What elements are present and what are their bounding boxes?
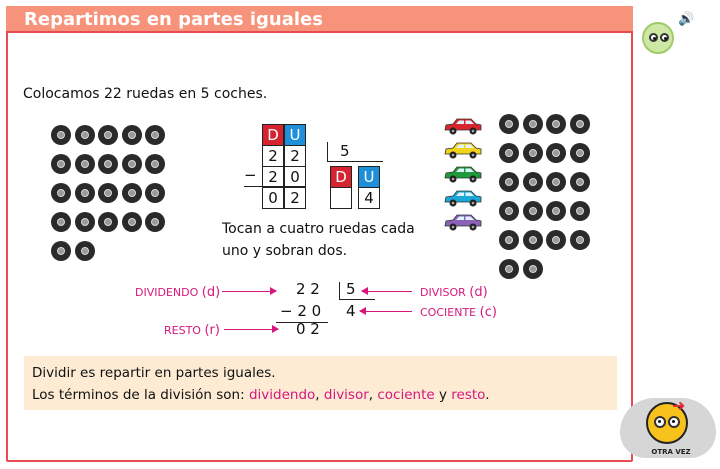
scheme-remainder: 0 2 [296, 320, 320, 338]
wheel-icon [145, 125, 165, 145]
quotient-tens-header: D [330, 166, 352, 188]
wheel-icon [98, 154, 118, 174]
eye-icon [654, 416, 666, 428]
redo-arrow-icon: ➜ [672, 396, 686, 415]
quotient-tens [330, 187, 352, 209]
wheel-icon [499, 230, 519, 250]
wheel-icon [499, 143, 519, 163]
wheel-icon [98, 212, 118, 232]
eye-icon [660, 33, 669, 42]
subtrahend-units: 0 [284, 166, 306, 188]
explanation-note [222, 218, 422, 262]
division-bracket-vertical [327, 142, 328, 162]
quotient-units-header: U [358, 166, 380, 188]
header-bar [6, 6, 633, 33]
wheel-icon [145, 154, 165, 174]
rest-label: RESTO (r) [164, 323, 220, 338]
wheel-icon [523, 172, 543, 192]
dividend-label: DIVIDENDO (d) [135, 285, 221, 300]
eye-icon [668, 416, 680, 428]
intro-text: Colocamos 22 ruedas en 5 coches. [23, 86, 268, 102]
wheel-icon [51, 183, 71, 203]
wheel-icon [51, 212, 71, 232]
scheme-subtrahend: − 2 0 [280, 302, 322, 320]
term-divisor: divisor [323, 387, 369, 403]
car-icon [443, 116, 483, 136]
wheel-icon [98, 125, 118, 145]
remainder-units: 2 [284, 187, 306, 209]
wheel-icon [523, 143, 543, 163]
term-cociente: cociente [377, 387, 435, 403]
subtrahend-tens: 2 [262, 166, 284, 188]
car-icon [443, 188, 483, 208]
wheel-icon [51, 125, 71, 145]
scheme-divisor: 5 [346, 280, 356, 298]
quotient-arrow [360, 311, 412, 312]
wheel-icon [51, 241, 71, 261]
wheel-icon [75, 125, 95, 145]
car-icon [443, 212, 483, 232]
units-header: U [284, 124, 306, 146]
wheel-icon [51, 154, 71, 174]
rest-arrow [224, 329, 278, 330]
car-icon [443, 140, 483, 160]
summary-line-1: Dividir es repartir en partes iguales. [32, 365, 276, 381]
division-bracket-horizontal [327, 161, 383, 162]
scheme-dividend: 2 2 [296, 280, 320, 298]
wheel-icon [145, 183, 165, 203]
wheel-icon [75, 183, 95, 203]
scheme-quotient: 4 [346, 302, 356, 320]
wheel-icon [499, 259, 519, 279]
wheel-icon [546, 172, 566, 192]
divisor-value: 5 [340, 142, 350, 160]
quotient-units: 4 [358, 187, 380, 209]
quotient-label: COCIENTE (c) [420, 305, 497, 320]
remainder-tens: 0 [262, 187, 284, 209]
wheel-icon [523, 114, 543, 134]
wheel-icon [122, 183, 142, 203]
wheel-icon [546, 114, 566, 134]
dividend-tens: 2 [262, 145, 284, 167]
wheel-icon [546, 143, 566, 163]
green-mascot-icon[interactable] [642, 22, 674, 54]
tens-header: D [262, 124, 284, 146]
summary-line-2: Los términos de la división son: dividendo, divisor, cociente y resto. [32, 387, 490, 403]
scheme-bracket-horizontal [339, 299, 375, 300]
wheel-icon [499, 114, 519, 134]
car-icon [443, 164, 483, 184]
wheel-icon [122, 125, 142, 145]
note-line-1: Tocan a cuatro ruedas cada [222, 221, 415, 237]
wheel-icon [499, 172, 519, 192]
wheel-icon [122, 212, 142, 232]
wheel-icon [546, 201, 566, 221]
wheel-icon [122, 154, 142, 174]
wheel-icon [75, 212, 95, 232]
wheel-icon [145, 212, 165, 232]
wheel-icon [499, 201, 519, 221]
divisor-label: DIVISOR (d) [420, 285, 488, 300]
wheel-icon [570, 143, 590, 163]
divisor-arrow [362, 291, 412, 292]
eye-icon [649, 33, 658, 42]
wheel-icon [75, 154, 95, 174]
term-resto: resto [451, 387, 486, 403]
wheel-icon [98, 183, 118, 203]
wheel-icon [570, 201, 590, 221]
page-title: Repartimos en partes iguales [24, 9, 323, 30]
otra-vez-label: OTRA VEZ [651, 448, 691, 456]
wheel-icon [523, 201, 543, 221]
wheel-icon [570, 172, 590, 192]
wheel-icon [523, 230, 543, 250]
speaker-icon[interactable]: 🔊 [678, 12, 695, 27]
note-line-2: uno y sobran dos. [222, 243, 348, 259]
dividend-arrow [222, 291, 276, 292]
wheel-icon [75, 241, 95, 261]
summary-box [24, 356, 617, 410]
wheel-icon [570, 114, 590, 134]
wheel-icon [546, 230, 566, 250]
term-dividendo: dividendo [248, 387, 316, 403]
dividend-units: 2 [284, 145, 306, 167]
wheel-icon [570, 230, 590, 250]
wheel-icon [523, 259, 543, 279]
otra-vez-button[interactable] [620, 388, 716, 464]
scheme-bracket-vertical [339, 282, 340, 300]
minus-sign: − [244, 166, 257, 184]
